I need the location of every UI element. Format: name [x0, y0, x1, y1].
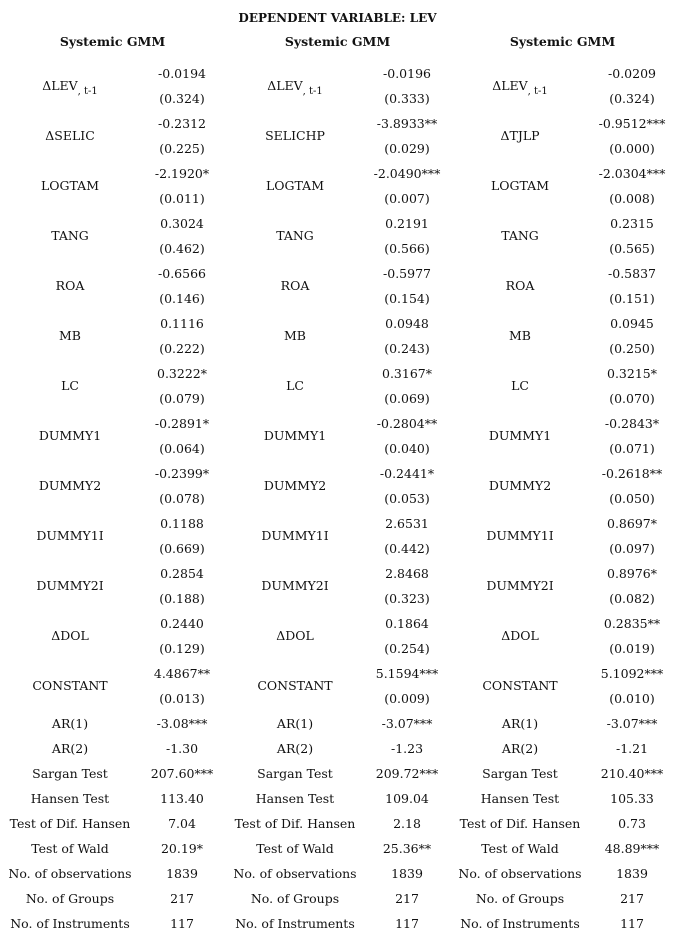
- stat-label: Sargan Test: [257, 766, 333, 781]
- variable-name: LC: [286, 378, 304, 393]
- stat-label: AR(2): [276, 741, 314, 756]
- stat-label: No. of Instruments: [10, 916, 130, 931]
- coefficient-value: 5.1092***: [600, 666, 664, 681]
- coefficient-value: 0.2835**: [603, 616, 661, 631]
- coefficient-value: 0.0948: [385, 316, 429, 331]
- coefficient-value: 0.1188: [160, 516, 204, 531]
- variable-label: [450, 128, 590, 143]
- stat-label: AR(1): [501, 716, 539, 731]
- coefficient-value: -3.8933**: [376, 116, 438, 131]
- variable-name: CONSTANT: [257, 678, 333, 693]
- p-value: (0.007): [384, 191, 430, 206]
- stat-label: Test of Wald: [256, 841, 334, 856]
- stat-value: 105.33: [610, 791, 654, 806]
- variable-label: [450, 328, 590, 343]
- stat-label: Test of Wald: [31, 841, 109, 856]
- variable-label: [225, 628, 365, 643]
- coefficient-value: 2.8468: [385, 566, 429, 581]
- column-header-2: Systemic GMM: [284, 34, 391, 49]
- p-value: (0.082): [609, 591, 655, 606]
- variable-name: LC: [511, 378, 529, 393]
- p-value: (0.566): [384, 241, 430, 256]
- p-value: (0.069): [384, 391, 430, 406]
- stat-value: -1.23: [390, 741, 424, 756]
- stat-label: Test of Dif. Hansen: [234, 816, 356, 831]
- variable-name: DUMMY2: [488, 478, 552, 493]
- coefficient-value: -0.2891*: [154, 416, 210, 431]
- stat-value: 217: [170, 891, 194, 906]
- p-value: (0.071): [609, 441, 655, 456]
- coefficient-value: 0.0945: [610, 316, 654, 331]
- stat-value: 217: [395, 891, 419, 906]
- p-value: (0.333): [384, 91, 430, 106]
- variable-label: [0, 128, 140, 143]
- stat-value: 117: [620, 916, 644, 931]
- p-value: (0.462): [159, 241, 205, 256]
- coefficient-value: 5.1594***: [375, 666, 439, 681]
- variable-label: [0, 78, 140, 97]
- variable-label: [225, 478, 365, 493]
- variable-name: SELICHP: [265, 128, 325, 143]
- stat-label: No. of observations: [8, 866, 132, 881]
- variable-label: [225, 328, 365, 343]
- variable-name: ΔDOL: [501, 628, 539, 643]
- coefficient-value: -0.6566: [158, 266, 206, 281]
- coefficient-value: -0.0196: [383, 66, 431, 81]
- variable-name: DUMMY1: [263, 428, 327, 443]
- variable-label: [0, 528, 140, 543]
- coefficient-value: -0.2618**: [601, 466, 663, 481]
- stat-value: 207.60***: [150, 766, 214, 781]
- p-value: (0.078): [159, 491, 205, 506]
- variable-name: LOGTAM: [265, 178, 324, 193]
- stat-value: -3.08***: [156, 716, 208, 731]
- stat-label: AR(2): [501, 741, 539, 756]
- coefficient-value: -0.5837: [608, 266, 656, 281]
- p-value: (0.324): [609, 91, 655, 106]
- coefficient-value: 0.1864: [385, 616, 429, 631]
- coefficient-value: 0.2440: [160, 616, 204, 631]
- coefficient-value: 0.3167*: [382, 366, 432, 381]
- p-value: (0.324): [159, 91, 205, 106]
- stat-label: No. of observations: [458, 866, 582, 881]
- stat-value: 209.72***: [375, 766, 439, 781]
- variable-name: MB: [509, 328, 531, 343]
- variable-name: DUMMY2: [263, 478, 327, 493]
- stat-label: No. of Instruments: [235, 916, 355, 931]
- variable-name: ΔDOL: [276, 628, 314, 643]
- variable-label: [450, 428, 590, 443]
- stat-value: 48.89***: [604, 841, 660, 856]
- variable-label: [225, 278, 365, 293]
- p-value: (0.008): [609, 191, 655, 206]
- variable-name: CONSTANT: [32, 678, 108, 693]
- stat-value: 2.18: [393, 816, 421, 831]
- variable-label: [0, 178, 140, 193]
- variable-name: ROA: [55, 278, 85, 293]
- p-value: (0.064): [159, 441, 205, 456]
- p-value: (0.442): [384, 541, 430, 556]
- p-value: (0.188): [159, 591, 205, 606]
- stat-value: 0.73: [618, 816, 646, 831]
- p-value: (0.070): [609, 391, 655, 406]
- p-value: (0.129): [159, 641, 205, 656]
- variable-label: [450, 578, 590, 593]
- variable-name: LOGTAM: [490, 178, 549, 193]
- variable-name: ΔLEV: [492, 78, 528, 93]
- p-value: (0.323): [384, 591, 430, 606]
- variable-label: [450, 378, 590, 393]
- p-value: (0.011): [159, 191, 205, 206]
- variable-name: DUMMY2I: [486, 578, 554, 593]
- coefficient-value: 0.2315: [610, 216, 654, 231]
- stat-label: Test of Wald: [481, 841, 559, 856]
- variable-label: [225, 178, 365, 193]
- variable-label: [450, 628, 590, 643]
- stat-value: 1839: [616, 866, 648, 881]
- variable-label: [225, 228, 365, 243]
- stat-value: 1839: [391, 866, 423, 881]
- stat-value: 25.36**: [382, 841, 432, 856]
- variable-subscript: , t-1: [302, 86, 323, 97]
- coefficient-value: -0.2843*: [604, 416, 660, 431]
- stat-label: Hansen Test: [480, 791, 560, 806]
- variable-label: [225, 378, 365, 393]
- coefficient-value: -0.5977: [383, 266, 431, 281]
- variable-label: [450, 228, 590, 243]
- column-header-3: Systemic GMM: [509, 34, 616, 49]
- variable-name: ROA: [505, 278, 535, 293]
- stat-value: 20.19*: [160, 841, 204, 856]
- stat-value: -1.21: [615, 741, 649, 756]
- stat-value: 210.40***: [600, 766, 664, 781]
- coefficient-value: 0.1116: [160, 316, 204, 331]
- coefficient-value: -0.2804**: [376, 416, 438, 431]
- p-value: (0.050): [609, 491, 655, 506]
- variable-label: [225, 678, 365, 693]
- variable-label: [225, 428, 365, 443]
- variable-label: [0, 428, 140, 443]
- variable-label: [450, 478, 590, 493]
- coefficient-value: 0.2854: [160, 566, 204, 581]
- stat-value: 113.40: [160, 791, 204, 806]
- coefficient-value: 0.2191: [385, 216, 429, 231]
- stat-label: Hansen Test: [255, 791, 335, 806]
- stat-label: AR(1): [276, 716, 314, 731]
- p-value: (0.250): [609, 341, 655, 356]
- coefficient-value: 0.3222*: [157, 366, 207, 381]
- variable-label: [0, 278, 140, 293]
- p-value: (0.013): [159, 691, 205, 706]
- variable-name: TANG: [51, 228, 89, 243]
- coefficient-value: 0.3215*: [607, 366, 657, 381]
- variable-label: [450, 678, 590, 693]
- coefficient-value: -2.0304***: [598, 166, 666, 181]
- variable-name: MB: [284, 328, 306, 343]
- variable-label: [450, 78, 590, 97]
- p-value: (0.243): [384, 341, 430, 356]
- p-value: (0.222): [159, 341, 205, 356]
- variable-label: [0, 228, 140, 243]
- stat-label: No. of Instruments: [460, 916, 580, 931]
- stat-value: 117: [395, 916, 419, 931]
- variable-label: [450, 178, 590, 193]
- coefficient-value: -2.0490***: [373, 166, 441, 181]
- coefficient-value: -0.0209: [608, 66, 656, 81]
- p-value: (0.029): [384, 141, 430, 156]
- coefficient-value: 4.4867**: [153, 666, 211, 681]
- p-value: (0.669): [159, 541, 205, 556]
- stat-label: Sargan Test: [482, 766, 558, 781]
- variable-name: TANG: [276, 228, 314, 243]
- variable-name: DUMMY1I: [261, 528, 329, 543]
- coefficient-value: -2.1920*: [154, 166, 210, 181]
- p-value: (0.010): [609, 691, 655, 706]
- p-value: (0.154): [384, 291, 430, 306]
- variable-label: [225, 528, 365, 543]
- variable-name: MB: [59, 328, 81, 343]
- variable-label: [225, 78, 365, 97]
- stat-label: Sargan Test: [32, 766, 108, 781]
- variable-name: TANG: [501, 228, 539, 243]
- variable-name: DUMMY1: [38, 428, 102, 443]
- coefficient-value: 0.8976*: [607, 566, 657, 581]
- stat-label: No. of Groups: [475, 891, 565, 906]
- variable-label: [0, 328, 140, 343]
- variable-label: [450, 528, 590, 543]
- stat-label: No. of Groups: [250, 891, 340, 906]
- variable-name: ΔLEV: [42, 78, 78, 93]
- stat-value: -3.07***: [381, 716, 433, 731]
- stat-value: 1839: [166, 866, 198, 881]
- variable-label: [0, 678, 140, 693]
- variable-subscript: , t-1: [527, 86, 548, 97]
- variable-name: ΔSELIC: [45, 128, 95, 143]
- stat-value: -1.30: [165, 741, 199, 756]
- stat-value: -3.07***: [606, 716, 658, 731]
- variable-name: ΔLEV: [267, 78, 303, 93]
- stat-label: AR(1): [51, 716, 89, 731]
- variable-name: ΔDOL: [51, 628, 89, 643]
- variable-label: [225, 128, 365, 143]
- p-value: (0.000): [609, 141, 655, 156]
- variable-label: [0, 378, 140, 393]
- coefficient-value: -0.9512***: [598, 116, 666, 131]
- coefficient-value: -0.0194: [158, 66, 206, 81]
- variable-name: ROA: [280, 278, 310, 293]
- stat-label: Test of Dif. Hansen: [459, 816, 581, 831]
- variable-name: LC: [61, 378, 79, 393]
- stat-value: 217: [620, 891, 644, 906]
- variable-name: CONSTANT: [482, 678, 558, 693]
- stat-label: AR(2): [51, 741, 89, 756]
- variable-name: ΔTJLP: [500, 128, 540, 143]
- stat-value: 7.04: [168, 816, 196, 831]
- stat-label: No. of observations: [233, 866, 357, 881]
- coefficient-value: -0.2312: [158, 116, 206, 131]
- variable-name: DUMMY1I: [36, 528, 104, 543]
- variable-label: [0, 628, 140, 643]
- p-value: (0.565): [609, 241, 655, 256]
- variable-name: DUMMY2I: [36, 578, 104, 593]
- variable-subscript: , t-1: [77, 86, 98, 97]
- variable-label: [225, 578, 365, 593]
- p-value: (0.097): [609, 541, 655, 556]
- coefficient-value: 0.8697*: [607, 516, 657, 531]
- stat-label: Test of Dif. Hansen: [9, 816, 131, 831]
- variable-name: DUMMY2I: [261, 578, 329, 593]
- coefficient-value: 2.6531: [385, 516, 429, 531]
- coefficient-value: 0.3024: [160, 216, 204, 231]
- p-value: (0.040): [384, 441, 430, 456]
- p-value: (0.151): [609, 291, 655, 306]
- p-value: (0.019): [609, 641, 655, 656]
- stat-value: 117: [170, 916, 194, 931]
- p-value: (0.009): [384, 691, 430, 706]
- variable-name: DUMMY1: [488, 428, 552, 443]
- p-value: (0.146): [159, 291, 205, 306]
- variable-label: [0, 478, 140, 493]
- stat-label: No. of Groups: [25, 891, 115, 906]
- variable-label: [450, 278, 590, 293]
- p-value: (0.079): [159, 391, 205, 406]
- coefficient-value: -0.2441*: [379, 466, 435, 481]
- coefficient-value: -0.2399*: [154, 466, 210, 481]
- stat-label: Hansen Test: [30, 791, 110, 806]
- stat-value: 109.04: [385, 791, 429, 806]
- p-value: (0.053): [384, 491, 430, 506]
- variable-label: [0, 578, 140, 593]
- variable-name: LOGTAM: [40, 178, 99, 193]
- p-value: (0.225): [159, 141, 205, 156]
- table-title: DEPENDENT VARIABLE: LEV: [238, 11, 437, 25]
- column-header-1: Systemic GMM: [59, 34, 166, 49]
- p-value: (0.254): [384, 641, 430, 656]
- variable-name: DUMMY2: [38, 478, 102, 493]
- variable-name: DUMMY1I: [486, 528, 554, 543]
